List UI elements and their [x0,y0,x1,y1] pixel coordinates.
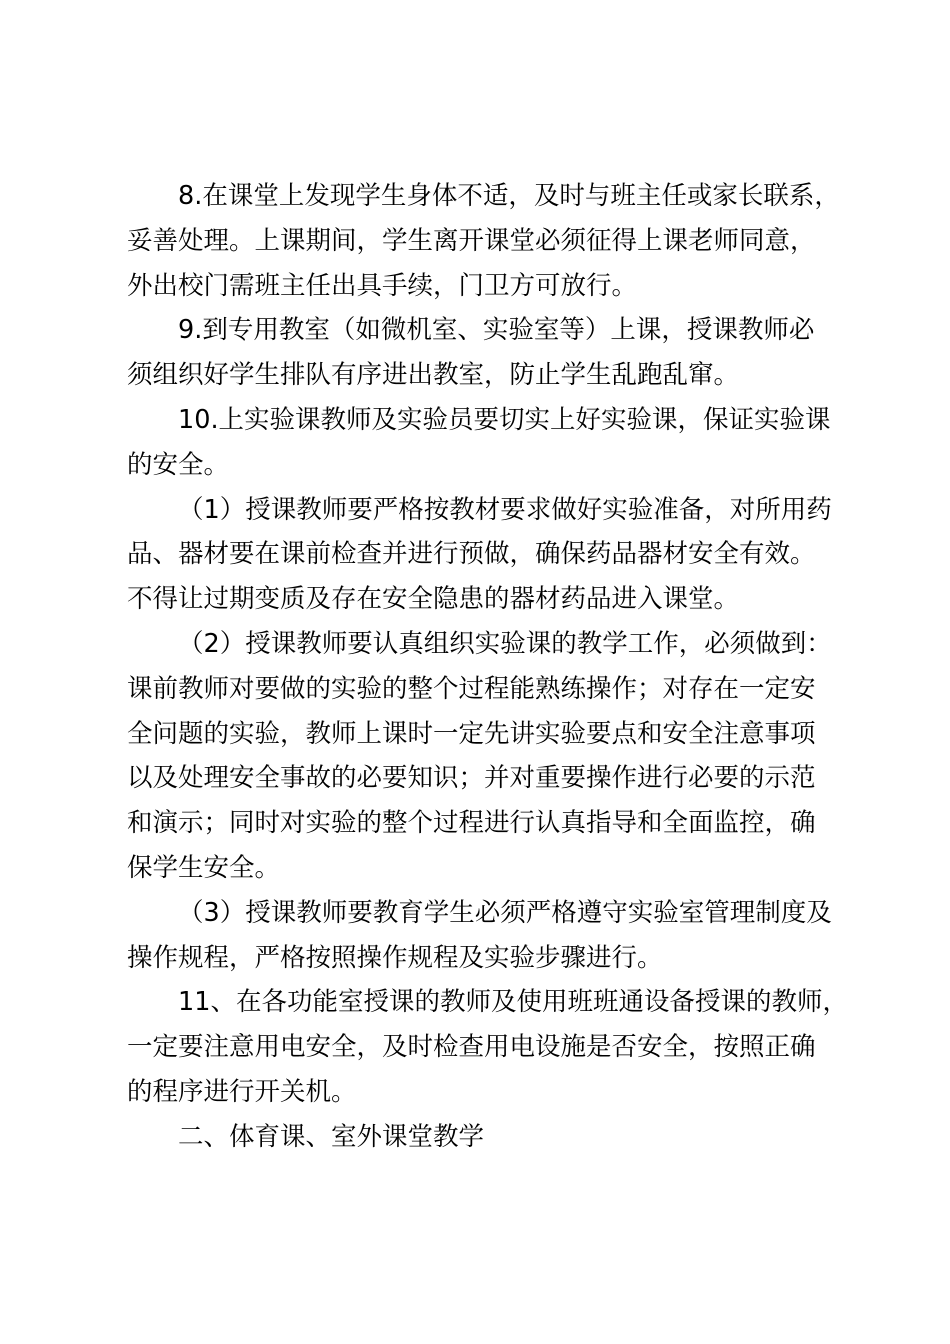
text-line-14: 以及处理安全事故的必要知识；并对重要操作进行必要的示范 [127,763,816,794]
text-line-5: 须组织好学生排队有序进出教室，防止学生乱跑乱窜。 [127,360,740,391]
text-line-16: 保学生安全。 [127,852,281,883]
text-line-12: 课前教师对要做的实验的整个过程能熟练操作；对存在一定安 [127,673,816,704]
text-line-3: 外出校门需班主任出具手续，门卫方可放行。 [127,270,638,301]
text-line-19: 11、在各功能室授课的教师及使用班班通设备授课的教师， [178,987,848,1018]
text-line-6: 10.上实验课教师及实验员要切实上好实验课，保证实验课 [178,404,831,435]
text-line-2: 妥善处理。上课期间，学生离开课堂必须征得上课老师同意， [127,225,816,256]
text-line-13: 全问题的实验，教师上课时一定先讲实验要点和安全注意事项 [127,718,816,749]
text-line-10: 不得让过期变质及存在安全隐患的器材药品进入课堂。 [127,584,740,615]
section-heading: 二、体育课、室外课堂教学 [178,1121,485,1152]
text-line-4: 9.到专用教室（如微机室、实验室等）上课，授课教师必 [178,315,815,346]
text-line-18: 操作规程，严格按照操作规程及实验步骤进行。 [127,942,663,973]
text-line-8: （1）授课教师要严格按教材要求做好实验准备，对所用药 [178,494,832,525]
text-line-1: 8.在课堂上发现学生身体不适，及时与班主任或家长联系， [178,181,840,211]
document-body [127,174,855,1160]
text-line-7: 的安全。 [127,449,230,480]
text-line-15: 和演示；同时对实验的整个过程进行认真指导和全面监控，确 [127,808,816,839]
text-line-20: 一定要注意用电安全，及时检查用电设施是否安全，按照正确 [127,1032,816,1063]
text-line-21: 的程序进行开关机。 [127,1076,357,1107]
text-line-11: （2）授课教师要认真组织实验课的教学工作，必须做到： [178,628,832,659]
text-line-17: （3）授课教师要教育学生必须严格遵守实验室管理制度及 [178,897,832,928]
text-line-9: 品、器材要在课前检查并进行预做，确保药品器材安全有效。 [127,539,816,570]
